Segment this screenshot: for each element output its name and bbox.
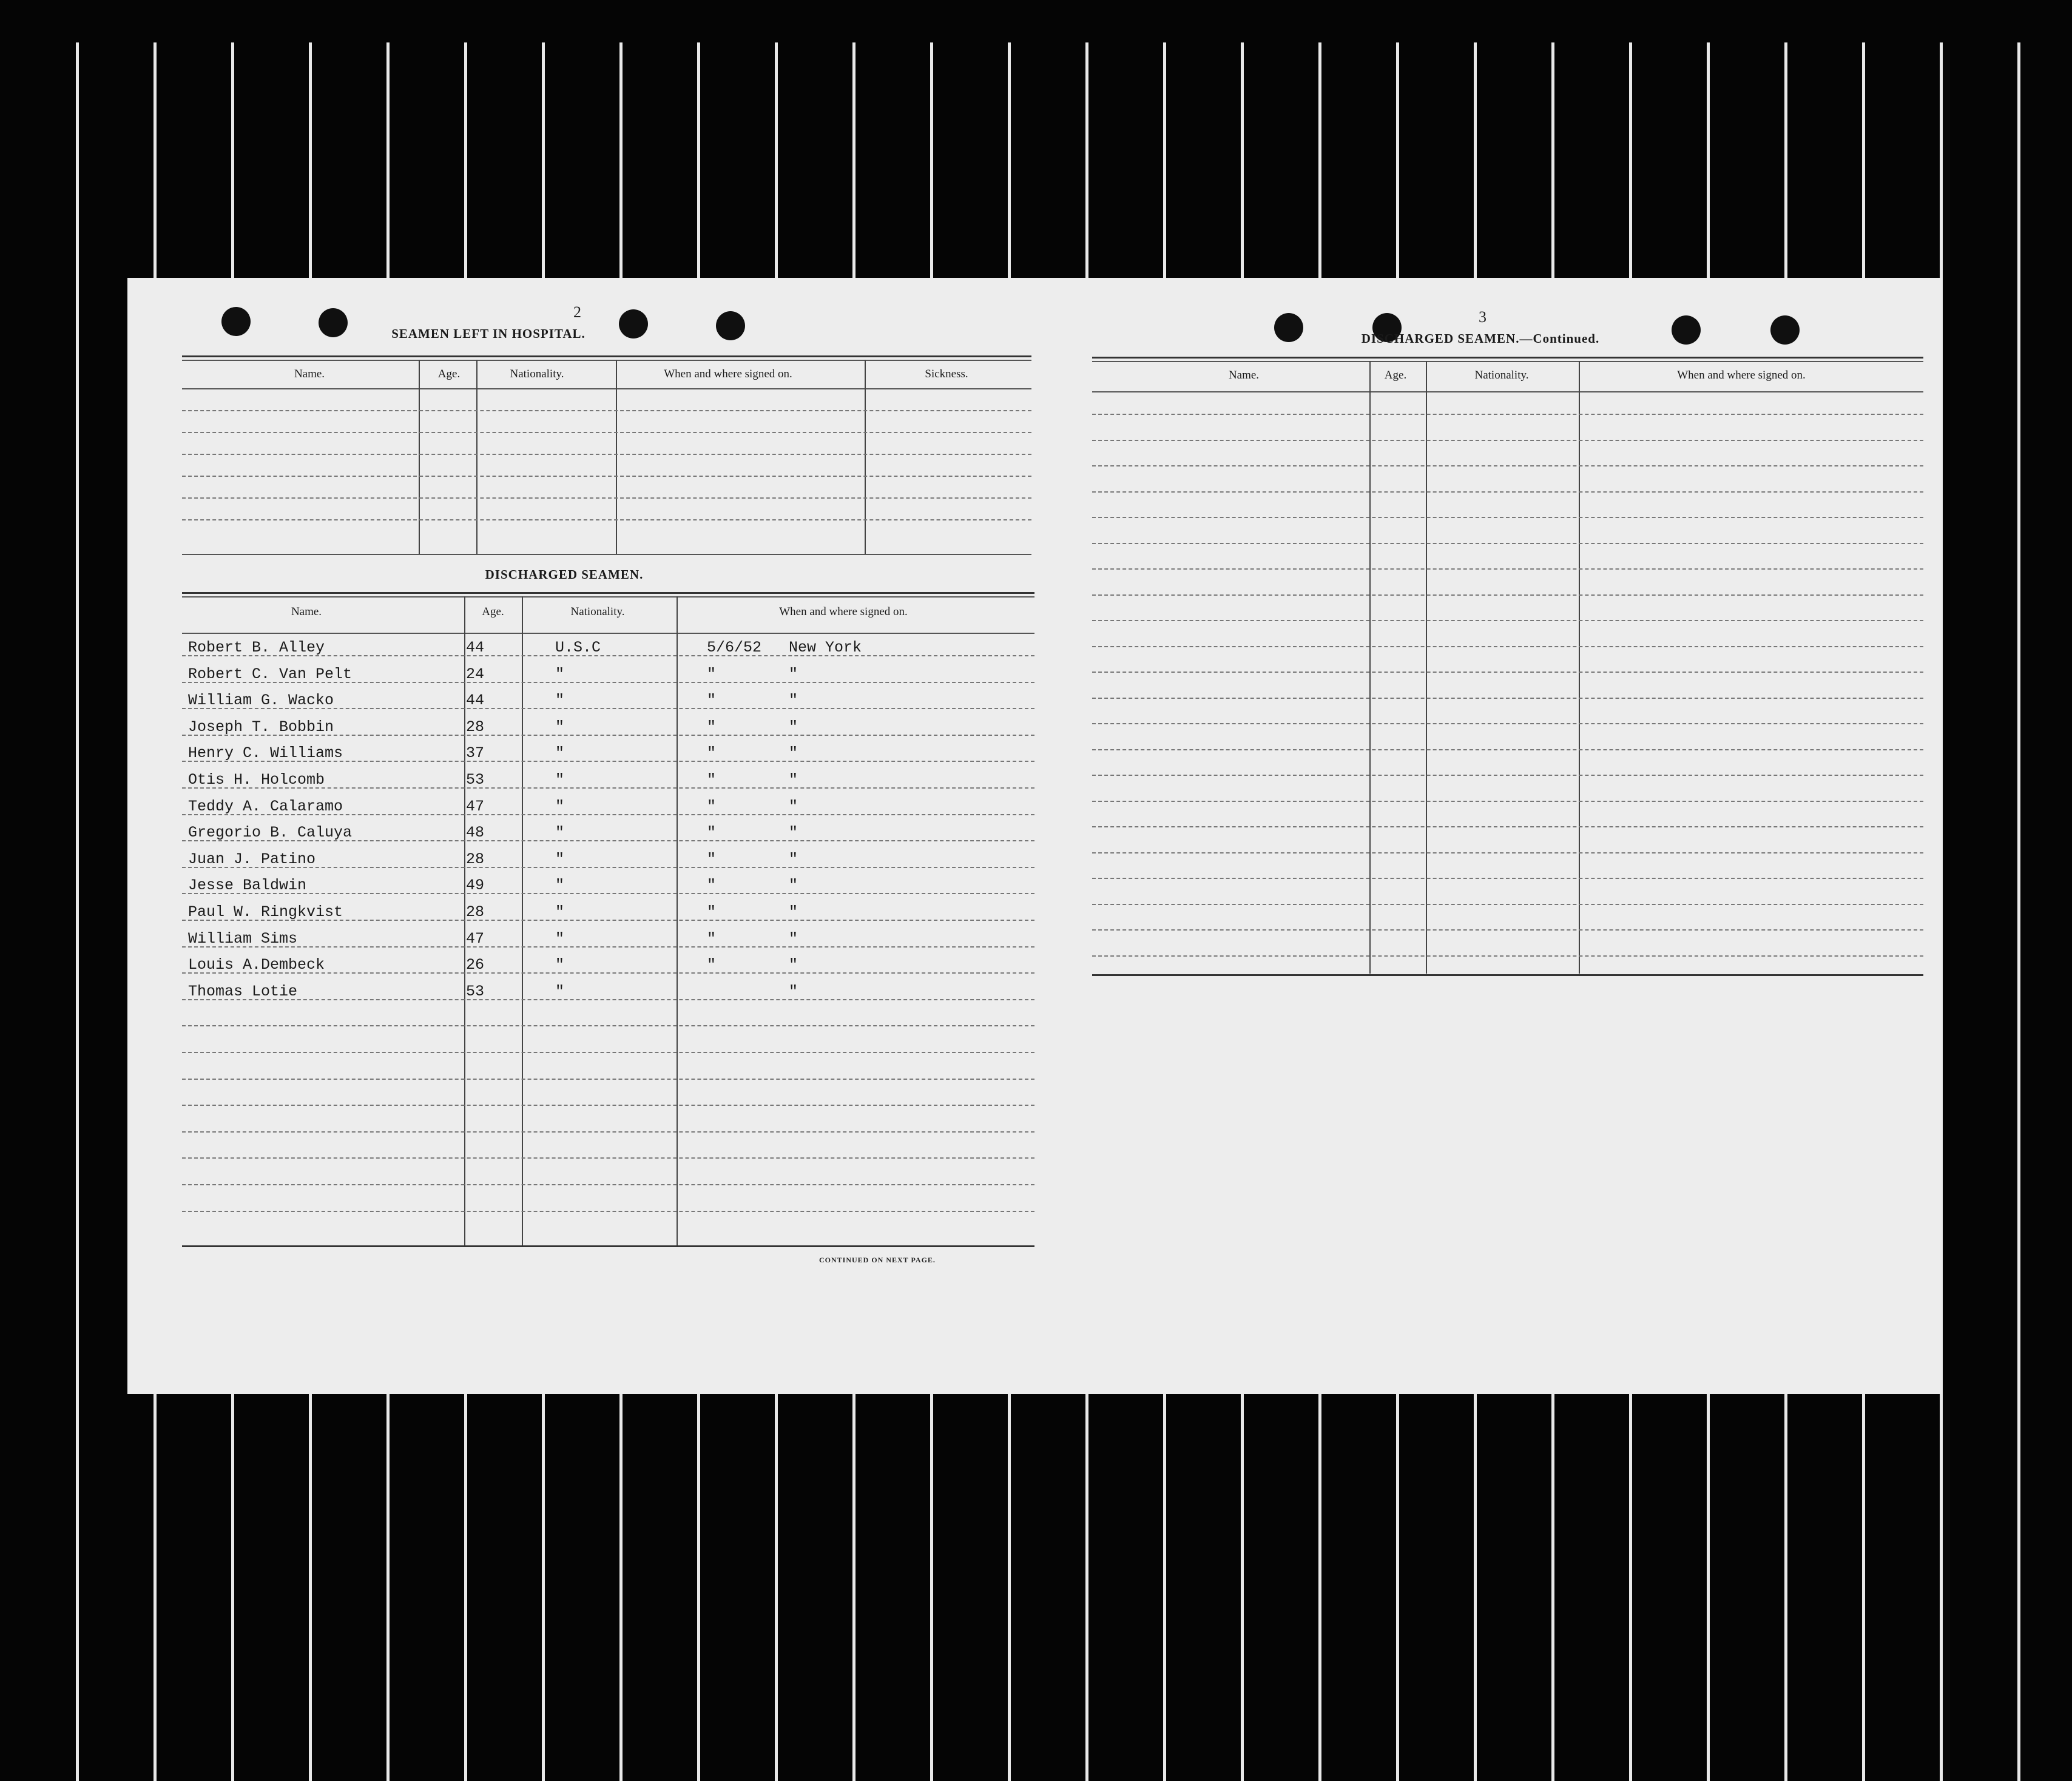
signed-on-place: " bbox=[789, 877, 798, 895]
ruled-line bbox=[182, 454, 1031, 455]
signed-on-place: " bbox=[789, 718, 798, 736]
column-header-name: Name. bbox=[1228, 369, 1260, 382]
column-divider bbox=[616, 360, 617, 554]
seaman-nationality: " bbox=[555, 744, 565, 763]
seaman-nationality: " bbox=[555, 877, 565, 895]
ruled-line bbox=[1092, 491, 1923, 493]
seaman-name: Otis H. Holcomb bbox=[188, 771, 325, 789]
ruled-line bbox=[182, 1184, 1034, 1185]
left-page bbox=[127, 278, 1038, 1394]
seaman-age: 28 bbox=[466, 903, 485, 921]
ruled-line bbox=[1092, 698, 1923, 699]
page-number: 2 bbox=[573, 303, 581, 321]
seaman-age: 28 bbox=[466, 850, 485, 868]
signed-on-place: " bbox=[789, 692, 798, 710]
seaman-name: Paul W. Ringkvist bbox=[188, 903, 343, 921]
seaman-name: Jesse Baldwin bbox=[188, 877, 307, 895]
ruled-line bbox=[1092, 904, 1923, 905]
signed-on-place: " bbox=[789, 665, 798, 683]
punch-hole bbox=[1274, 313, 1303, 342]
seaman-nationality: " bbox=[555, 824, 565, 842]
table-rule bbox=[1092, 391, 1923, 392]
signed-on-date: " bbox=[707, 797, 717, 815]
column-header-name: Name. bbox=[294, 368, 325, 380]
column-header-age: Age. bbox=[437, 368, 461, 380]
seaman-name: Henry C. Williams bbox=[188, 744, 343, 763]
column-header-age: Age. bbox=[1384, 369, 1407, 382]
seaman-age: 37 bbox=[466, 744, 485, 763]
document-spread bbox=[127, 278, 1942, 1394]
table-rule bbox=[182, 596, 1034, 598]
signed-on-place: " bbox=[789, 850, 798, 868]
signed-on-date: " bbox=[707, 718, 717, 736]
seaman-name: Gregorio B. Caluya bbox=[188, 824, 353, 842]
column-header-nationality: Nationality. bbox=[570, 605, 625, 618]
seaman-nationality: " bbox=[555, 929, 565, 948]
seaman-nationality: " bbox=[555, 850, 565, 868]
ruled-line bbox=[182, 1131, 1034, 1133]
column-header-signed-on: When and where signed on. bbox=[1677, 369, 1806, 382]
discharged-section-title: DISCHARGED SEAMEN. bbox=[485, 567, 644, 582]
column-divider bbox=[476, 360, 478, 554]
ruled-line bbox=[1092, 568, 1923, 570]
hospital-section-title: SEAMEN LEFT IN HOSPITAL. bbox=[391, 326, 585, 341]
seaman-age: 44 bbox=[466, 639, 485, 656]
seaman-nationality: " bbox=[555, 903, 565, 921]
signed-on-date: " bbox=[707, 824, 717, 842]
ruled-line bbox=[1092, 801, 1923, 802]
ruled-line bbox=[182, 1052, 1034, 1053]
column-header-age: Age. bbox=[482, 605, 504, 618]
table-rule bbox=[182, 355, 1031, 357]
column-header-name: Name. bbox=[291, 605, 322, 618]
column-header-nationality: Nationality. bbox=[1474, 369, 1529, 382]
column-header-sickness: Sickness. bbox=[925, 368, 968, 380]
signed-on-date: " bbox=[707, 665, 717, 683]
ruled-line bbox=[1092, 543, 1923, 544]
table-rule bbox=[182, 388, 1031, 389]
column-divider bbox=[865, 360, 866, 554]
signed-on-date: " bbox=[707, 877, 717, 895]
signed-on-date: " bbox=[707, 929, 717, 948]
seaman-nationality: U.S.C bbox=[555, 639, 601, 656]
ruled-line bbox=[182, 1025, 1034, 1026]
ruled-line bbox=[182, 1211, 1034, 1212]
seaman-age: 47 bbox=[466, 797, 485, 815]
signed-on-place: New York bbox=[789, 639, 862, 656]
ruled-line bbox=[1092, 440, 1923, 441]
punch-hole bbox=[1672, 315, 1701, 345]
seaman-nationality: " bbox=[555, 797, 565, 815]
signed-on-date: " bbox=[707, 850, 717, 868]
ruled-line bbox=[182, 946, 1034, 948]
column-header-signed-on: When and where signed on. bbox=[779, 605, 908, 618]
seaman-age: 47 bbox=[466, 929, 485, 948]
ruled-line bbox=[1092, 775, 1923, 776]
table-rule bbox=[182, 633, 1034, 634]
ruled-line bbox=[182, 1079, 1034, 1080]
ruled-line bbox=[1092, 852, 1923, 853]
seaman-nationality: " bbox=[555, 771, 565, 789]
column-divider bbox=[419, 360, 420, 554]
seaman-age: 48 bbox=[466, 824, 485, 842]
signed-on-date: " bbox=[707, 903, 717, 921]
table-rule bbox=[1092, 357, 1923, 359]
ruled-line bbox=[1092, 620, 1923, 621]
ruled-line bbox=[182, 476, 1031, 477]
signed-on-date: 5/6/52 bbox=[707, 639, 762, 656]
seaman-name: Robert B. Alley bbox=[188, 639, 325, 656]
table-rule bbox=[1092, 361, 1923, 362]
ruled-line bbox=[1092, 414, 1923, 415]
ruled-line bbox=[1092, 465, 1923, 466]
ruled-line bbox=[1092, 723, 1923, 724]
seaman-age: 53 bbox=[466, 771, 485, 789]
ruled-line bbox=[1092, 594, 1923, 596]
table-rule bbox=[182, 360, 1031, 361]
ruled-line bbox=[1092, 749, 1923, 750]
signed-on-place: " bbox=[789, 771, 798, 789]
ruled-line bbox=[182, 1157, 1034, 1159]
seaman-nationality: " bbox=[555, 718, 565, 736]
seaman-age: 24 bbox=[466, 665, 485, 683]
seaman-age: 26 bbox=[466, 956, 485, 974]
punch-hole bbox=[319, 308, 348, 337]
ruled-line bbox=[182, 432, 1031, 433]
column-divider bbox=[1426, 361, 1427, 974]
ruled-line bbox=[1092, 672, 1923, 673]
film-stripe bbox=[2017, 42, 2020, 1781]
ruled-line bbox=[182, 410, 1031, 411]
table-rule bbox=[1092, 974, 1923, 976]
column-divider bbox=[464, 596, 465, 1245]
punch-hole bbox=[1770, 315, 1800, 345]
seaman-name: Thomas Lotie bbox=[188, 982, 298, 1000]
signed-on-date: " bbox=[707, 744, 717, 763]
signed-on-date: " bbox=[707, 771, 717, 789]
column-divider bbox=[1579, 361, 1580, 974]
column-divider bbox=[677, 596, 678, 1245]
seaman-name: Teddy A. Calaramo bbox=[188, 797, 343, 815]
seaman-age: 49 bbox=[466, 877, 485, 895]
ruled-line bbox=[1092, 826, 1923, 827]
seaman-name: Juan J. Patino bbox=[188, 850, 316, 868]
page-number: 3 bbox=[1479, 308, 1487, 326]
seaman-name: Louis A.Dembeck bbox=[188, 956, 325, 974]
right-page bbox=[1056, 278, 1942, 1394]
signed-on-date: " bbox=[707, 956, 717, 974]
signed-on-place: " bbox=[789, 903, 798, 921]
signed-on-place: " bbox=[789, 956, 798, 974]
seaman-nationality: " bbox=[555, 956, 565, 974]
ruled-line bbox=[1092, 878, 1923, 879]
table-rule bbox=[182, 592, 1034, 594]
table-rule bbox=[182, 1245, 1034, 1247]
seaman-name: Joseph T. Bobbin bbox=[188, 718, 334, 736]
punch-hole bbox=[221, 307, 251, 336]
film-stripe bbox=[76, 42, 79, 1781]
punch-hole bbox=[716, 311, 745, 340]
ruled-line bbox=[182, 999, 1034, 1000]
ruled-line bbox=[1092, 955, 1923, 957]
signed-on-place: " bbox=[789, 982, 798, 1000]
signed-on-place: " bbox=[789, 744, 798, 763]
discharged-continued-title: DISCHARGED SEAMEN.—Continued. bbox=[1361, 331, 1600, 346]
seaman-nationality: " bbox=[555, 665, 565, 683]
signed-on-place: " bbox=[789, 797, 798, 815]
seaman-name: William G. Wacko bbox=[188, 692, 334, 710]
column-header-signed-on: When and where signed on. bbox=[664, 368, 792, 380]
seaman-name: Robert C. Van Pelt bbox=[188, 665, 353, 683]
table-rule bbox=[182, 554, 1031, 555]
column-divider bbox=[1369, 361, 1371, 974]
ruled-line bbox=[182, 519, 1031, 520]
ruled-line bbox=[1092, 929, 1923, 931]
continued-note: CONTINUED ON NEXT PAGE. bbox=[819, 1256, 936, 1264]
seaman-age: 44 bbox=[466, 692, 485, 710]
ruled-line bbox=[182, 497, 1031, 499]
seaman-age: 53 bbox=[466, 982, 485, 1000]
ruled-line bbox=[182, 1105, 1034, 1106]
seaman-name: William Sims bbox=[188, 929, 298, 948]
seaman-nationality: " bbox=[555, 982, 565, 1000]
ruled-line bbox=[1092, 646, 1923, 647]
ruled-line bbox=[1092, 517, 1923, 518]
ruled-line bbox=[182, 893, 1034, 894]
signed-on-date: " bbox=[707, 692, 717, 710]
seaman-age: 28 bbox=[466, 718, 485, 736]
column-header-nationality: Nationality. bbox=[510, 368, 564, 380]
seaman-nationality: " bbox=[555, 692, 565, 710]
column-divider bbox=[522, 596, 523, 1245]
signed-on-place: " bbox=[789, 929, 798, 948]
signed-on-place: " bbox=[789, 824, 798, 842]
